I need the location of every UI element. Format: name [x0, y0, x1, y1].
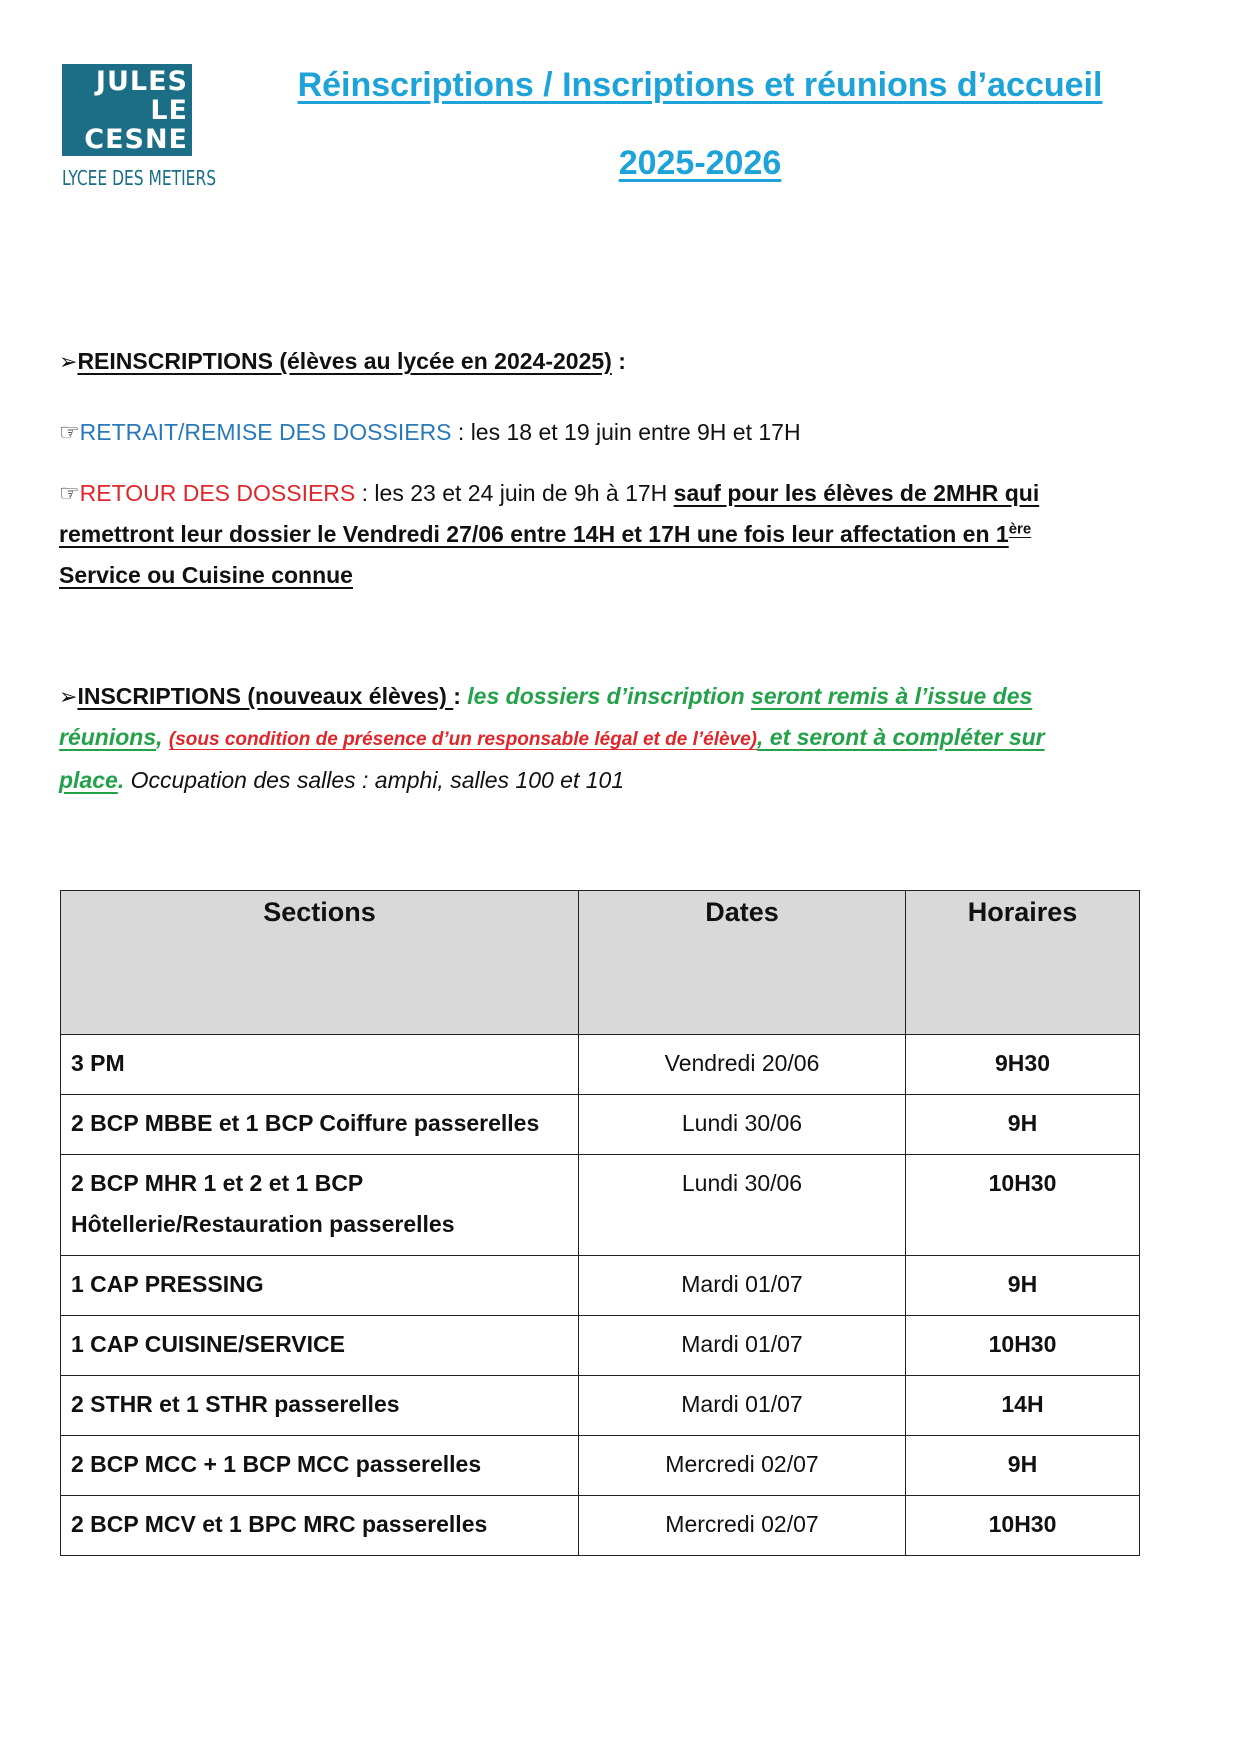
header-dates: Dates [579, 891, 906, 1035]
reinscriptions-heading-line [59, 341, 1179, 382]
retour-exception-3: Service ou Cuisine connue [59, 562, 353, 588]
cell-hour: 10H30 [906, 1316, 1140, 1376]
table-header-row [61, 891, 1140, 1035]
cell-date: Mardi 01/07 [579, 1316, 906, 1376]
inscriptions-heading: INSCRIPTIONS (nouveaux élèves) [77, 683, 454, 709]
cell-section: 2 BCP MHR 1 et 2 et 1 BCP Hôtellerie/Restauration passerelles [61, 1155, 579, 1256]
occupation-text: Occupation des salles : amphi, salles 100 et 101 [130, 767, 625, 793]
table-row [61, 1155, 1140, 1256]
cell-hour: 9H30 [906, 1035, 1140, 1095]
cell-hour: 14H [906, 1376, 1140, 1436]
retrait-line [59, 412, 1179, 453]
table-row [61, 1376, 1140, 1436]
cell-section: 3 PM [61, 1035, 579, 1095]
cell-section: 2 BCP MCC + 1 BCP MCC passerelles [61, 1436, 579, 1496]
retour-label: RETOUR DES DOSSIERS [79, 480, 356, 506]
schedule-table [60, 890, 1140, 1556]
retour-text: : les 23 et 24 juin de 9h à 17H [355, 480, 674, 506]
table-row [61, 1095, 1140, 1155]
inscriptions-paragraph [59, 676, 1179, 801]
cell-date: Mardi 01/07 [579, 1376, 906, 1436]
logo-line-1: JULES [95, 65, 188, 97]
cell-date: Mercredi 02/07 [579, 1436, 906, 1496]
cell-date: Lundi 30/06 [579, 1095, 906, 1155]
retour-exception-2: remettront leur dossier le Vendredi 27/06 entre 14H et 17H une fois leur affectation en 1 [59, 521, 1009, 547]
cell-hour: 9H [906, 1436, 1140, 1496]
cell-section: 2 BCP MBBE et 1 BCP Coiffure passerelles [61, 1095, 579, 1155]
cell-section: 1 CAP CUISINE/SERVICE [61, 1316, 579, 1376]
reinscriptions-heading: REINSCRIPTIONS (élèves au lycée en 2024-2025) [77, 348, 612, 374]
inscriptions-green-5: place [59, 767, 118, 793]
inscriptions-green-2: seront remis à l’issue des [751, 683, 1033, 709]
cell-hour: 10H30 [906, 1496, 1140, 1556]
header-sections: Sections [61, 891, 579, 1035]
cell-date: Mardi 01/07 [579, 1256, 906, 1316]
retour-exception-1: sauf pour les élèves de 2MHR qui [673, 480, 1040, 506]
inscriptions-condition: (sous condition de présence d’un responsable légal et de l’élève) [168, 729, 758, 750]
logo-subtitle: LYCEE DES METIERS [62, 166, 217, 190]
header-horaires: Horaires [906, 891, 1140, 1035]
table-row [61, 1316, 1140, 1376]
inscriptions-dot: . [117, 767, 131, 793]
hand-pointer-icon: ☞ [59, 480, 80, 506]
table-row [61, 1256, 1140, 1316]
cell-section: 1 CAP PRESSING [61, 1256, 579, 1316]
inscriptions-green-1: les dossiers d’inscription [460, 683, 752, 709]
logo-line-2: LE [150, 94, 188, 126]
retrait-label: RETRAIT/REMISE DES DOSSIERS [79, 419, 452, 445]
inscriptions-comma: , [156, 724, 169, 750]
cell-section: 2 BCP MCV et 1 BPC MRC passerelles [61, 1496, 579, 1556]
logo-line-3: CESNE [84, 123, 188, 155]
inscriptions-green-3: réunions [59, 724, 157, 750]
school-logo [62, 64, 217, 190]
table-row [61, 1035, 1140, 1095]
cell-date: Mercredi 02/07 [579, 1496, 906, 1556]
table-row [61, 1436, 1140, 1496]
cell-date: Lundi 30/06 [579, 1155, 906, 1256]
page-year: 2025-2026 [618, 144, 782, 182]
arrow-icon: ➢ [59, 349, 78, 374]
cell-date: Vendredi 20/06 [579, 1035, 906, 1095]
cell-section: 2 STHR et 1 STHR passerelles [61, 1376, 579, 1436]
retour-sup: ère [1008, 520, 1032, 538]
hand-pointer-icon: ☞ [59, 419, 80, 445]
table-row [61, 1496, 1140, 1556]
cell-hour: 10H30 [906, 1155, 1140, 1256]
page-title: Réinscriptions / Inscriptions et réunions d’accueil [297, 66, 1103, 104]
inscriptions-colon: : [453, 683, 461, 709]
cell-hour: 9H [906, 1095, 1140, 1155]
retrait-text: : les 18 et 19 juin entre 9H et 17H [451, 419, 801, 445]
inscriptions-green-4: , et seront à compléter sur [757, 724, 1045, 750]
logo-box [62, 64, 192, 156]
retour-paragraph [59, 473, 1179, 596]
arrow-icon: ➢ [59, 684, 78, 709]
cell-hour: 9H [906, 1256, 1140, 1316]
reinscriptions-colon: : [611, 348, 626, 374]
